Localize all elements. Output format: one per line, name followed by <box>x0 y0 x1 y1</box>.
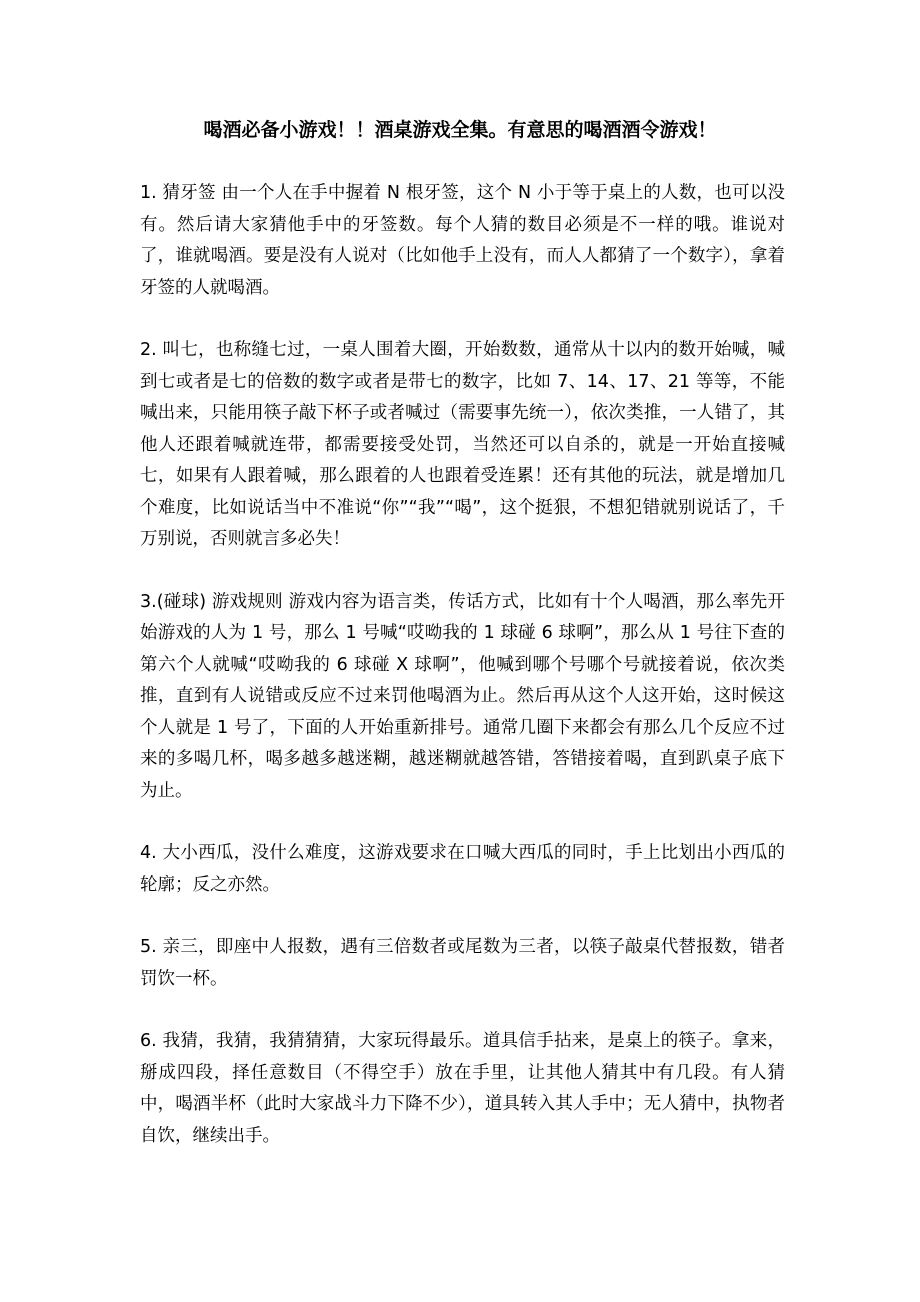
paragraph-5: 5. 亲三，即座中人报数，遇有三倍数者或尾数为三者，以筷子敲桌代替报数，错者罚饮一杯。 <box>140 937 785 989</box>
paragraph-1: 1. 猜牙签 由一个人在手中握着 N 根牙签，这个 N 小于等于桌上的人数，也可以没有。然后请大家猜他手中的牙签数。每个人猜的数目必须是不一样的哦。谁说对了，谁就喝酒。要是没有人说对（比如他手上没有，而人人都猜了一个数字），拿着牙签的人就喝酒。 <box>140 183 785 298</box>
paragraph-6: 6. 我猜，我猜，我猜猜猜，大家玩得最乐。道具信手拈来，是桌上的筷子。拿来，掰成四段，择任意数目（不得空手）放在手里，让其他人猜其中有几段。有人猜中，喝酒半杯（此时大家战斗力下降不少），道具转入其人手中；无人猜中，执物者自饮，继续出手。 <box>140 1031 785 1146</box>
paragraph-2: 2. 叫七，也称缝七过，一桌人围着大圈，开始数数，通常从十以内的数开始喊，喊到七或者是七的倍数的数字或者是带七的数字，比如 7、14、17、21 等等，不能喊出来，只能用筷子敲下杯子或者喊过（需要事先统一），依次类推，一人错了，其他人还跟着喊就连带，都需要接受处罚，当然还可以自杀的，就是一开始直接喊七，如果有人跟着喊，那么跟着的人也跟着受连累！还有其他的玩法，就是增加几个难度，比如说话当中不准说“你”“我”“喝”，这个挺狠，不想犯错就别说话了，千万别说，否则就言多必失！ <box>140 340 785 549</box>
paragraph-3: 3.(碰球) 游戏规则 游戏内容为语言类，传话方式，比如有十个人喝酒，那么率先开始游戏的人为 1 号，那么 1 号喊“哎呦我的 1 球碰 6 球啊”，那么从 1 号往下查的第六个人就喊“哎呦我的 6 球碰 X 球啊”，他喊到哪个号哪个号就接着说，依次类推，直到有人说错或反应不过来罚他喝酒为止。然后再从这个人这开始，这时候这个人就是 1 号了，下面的人开始重新排号。通常几圈下来都会有那么几个反应不过来的多喝几杯，喝多越多越迷糊，越迷糊就越答错，答错接着喝，直到趴桌子底下为止。 <box>140 591 785 801</box>
paragraph-4: 4. 大小西瓜，没什么难度，这游戏要求在口喊大西瓜的同时，手上比划出小西瓜的轮廓；反之亦然。 <box>140 843 785 895</box>
document-body <box>140 178 785 1183</box>
document-title: 喝酒必备小游戏！！酒桌游戏全集。有意思的喝酒酒令游戏！ <box>203 119 717 141</box>
